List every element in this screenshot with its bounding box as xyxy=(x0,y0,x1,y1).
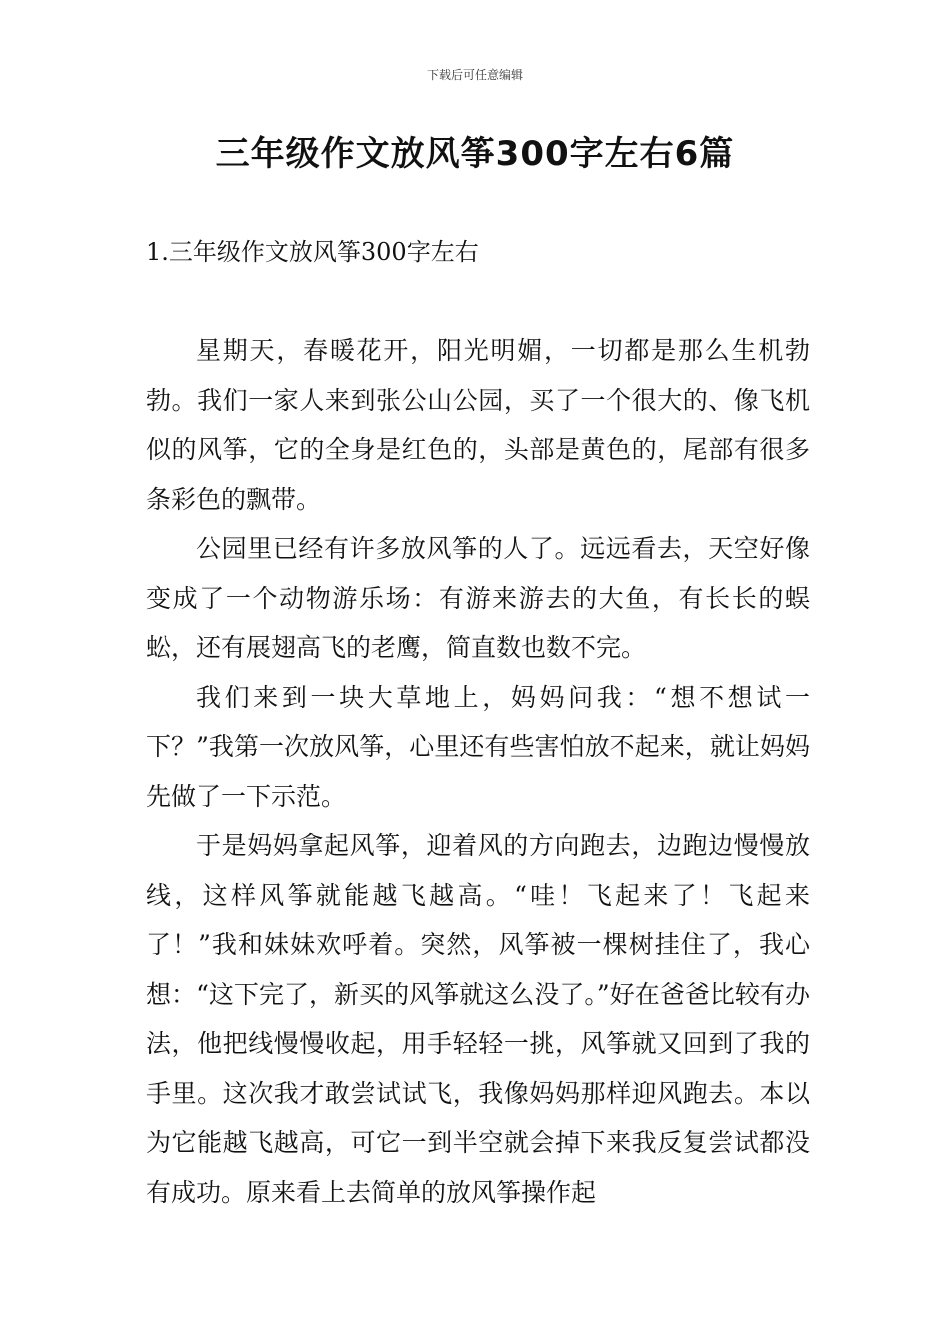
page-title: 三年级作文放风筝300字左右6篇 xyxy=(215,134,735,174)
paragraph-1: 星期天，春暖花开，阳光明媚，一切都是那么生机勃勃。我们一家人来到张公山公园，买了一个很大的、像飞机似的风筝，它的全身是红色的，头部是黄色的，尾部有很多条彩色的飘带。 xyxy=(146,336,810,514)
header-note: 下载后可任意编辑 xyxy=(426,68,523,82)
paragraph-2: 公园里已经有许多放风筝的人了。远远看去，天空好像变成了一个动物游乐场：有游来游去的大鱼，有长长的蜈蚣，还有展翅高飞的老鹰，简直数也数不完。 xyxy=(146,534,810,662)
paragraph-4: 于是妈妈拿起风筝，迎着风的方向跑去，边跑边慢慢放线，这样风筝就能越飞越高。“哇！飞起来了！飞起来了！”我和妹妹欢呼着。突然，风筝被一棵树挂住了，我心想：“这下完了，新买的风筝就这么没了。”好在爸爸比较有办法，他把线慢慢收起，用手轻轻一挑，风筝就又回到了我的手里。这次我才敢尝试试飞，我像妈妈那样迎风跑去。本以为它能越飞越高，可它一到半空就会掉下来我反复尝试都没有成功。原来看上去简单的放风筝操作起 xyxy=(146,831,810,1207)
essay-body xyxy=(146,326,810,1217)
paragraph-3: 我们来到一块大草地上，妈妈问我：“想不想试一下？”我第一次放风筝，心里还有些害怕放不起来，就让妈妈先做了一下示范。 xyxy=(146,682,810,811)
section-heading: 1.三年级作文放风筝300字左右 xyxy=(146,238,479,266)
